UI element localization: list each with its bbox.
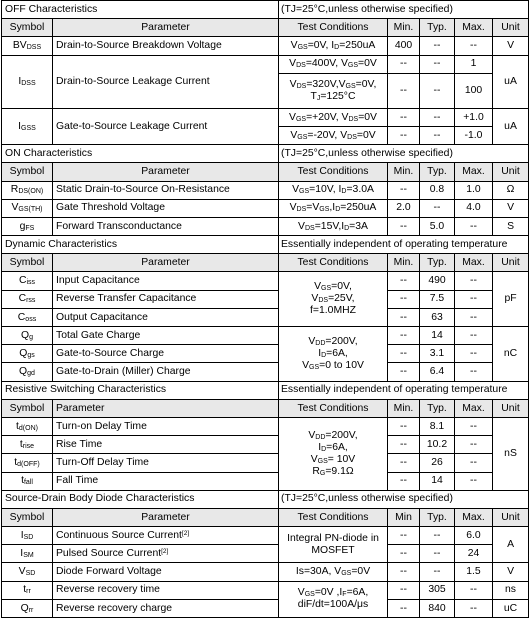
typ-value: 3.1 xyxy=(420,345,455,363)
unit: nS xyxy=(493,417,529,490)
max-value: 6.0 xyxy=(455,527,493,545)
parameter: Output Capacitance xyxy=(53,308,279,326)
unit: Ω xyxy=(493,181,529,199)
typ-value: -- xyxy=(420,73,455,108)
table-row xyxy=(2,454,529,472)
min-value: -- xyxy=(388,363,420,381)
symbol: $t_{d(ON)}$ xyxy=(2,417,53,435)
symbol: $I_{DSS}$ xyxy=(2,55,53,108)
symbol: $I_{SD}$ xyxy=(2,527,53,545)
symbol: $Q_{gd}$ xyxy=(2,363,53,381)
table-row xyxy=(2,363,529,381)
typ-value: 8.1 xyxy=(420,417,455,435)
min-value: -- xyxy=(388,327,420,345)
col-typ: Typ. xyxy=(420,163,455,181)
max-value: 24 xyxy=(455,545,493,563)
parameter: Drain-to-Source Breakdown Voltage xyxy=(53,37,279,55)
min-value: -- xyxy=(388,563,420,581)
unit: uC xyxy=(493,599,529,617)
col-parameter: Parameter xyxy=(53,254,279,272)
parameter: Reverse Transfer Capacitance xyxy=(53,290,279,308)
unit: V xyxy=(493,563,529,581)
max-value: -1.0 xyxy=(455,126,493,144)
col-test-conditions: Test Conditions xyxy=(279,399,388,417)
col-max: Max. xyxy=(455,254,493,272)
symbol: $I_{SM}$ xyxy=(2,545,53,563)
min-value: -- xyxy=(388,181,420,199)
col-typ: Typ. xyxy=(420,508,455,526)
table-row xyxy=(2,37,529,55)
parameter: Pulsed Source Current[2] xyxy=(53,545,279,563)
max-value: -- xyxy=(455,217,493,235)
parameter: Continuous Source Current[2] xyxy=(53,527,279,545)
symbol: $I_{GSS}$ xyxy=(2,108,53,144)
table-row xyxy=(2,308,529,326)
col-typ: Typ. xyxy=(420,399,455,417)
table-row xyxy=(2,199,529,217)
col-symbol: Symbol xyxy=(2,254,53,272)
parameter: Rise Time xyxy=(53,436,279,454)
col-min: Min. xyxy=(388,399,420,417)
col-test-conditions: Test Conditions xyxy=(279,163,388,181)
table-row xyxy=(2,55,529,73)
symbol: $g_{FS}$ xyxy=(2,217,53,235)
test-condition: $V_{DS}=400V$, $V_{GS}=0V$ xyxy=(279,55,388,73)
min-value: -- xyxy=(388,126,420,144)
test-condition: $V_{GS}=0V$, $V_{DS}=25V$, f=1.0MHZ xyxy=(279,272,388,327)
table-row xyxy=(2,272,529,290)
col-symbol: Symbol xyxy=(2,163,53,181)
table-row xyxy=(2,290,529,308)
unit: V xyxy=(493,199,529,217)
max-value: -- xyxy=(455,436,493,454)
section-title: ON Characteristics xyxy=(2,145,279,163)
max-value: -- xyxy=(455,37,493,55)
symbol: $Q_g$ xyxy=(2,327,53,345)
symbol: $R_{DS(ON)}$ xyxy=(2,181,53,199)
max-value: -- xyxy=(455,327,493,345)
test-condition: $V_{GS}=0V$ $,I_F=6A$, diF/dt=100A/μs xyxy=(279,581,388,617)
max-value: -- xyxy=(455,272,493,290)
max-value: -- xyxy=(455,417,493,435)
table-row xyxy=(2,345,529,363)
col-min: Min. xyxy=(388,254,420,272)
parameter: Gate-to-Source Charge xyxy=(53,345,279,363)
parameter: Gate-to-Drain (Miller) Charge xyxy=(53,363,279,381)
min-value: -- xyxy=(388,436,420,454)
max-value: -- xyxy=(455,308,493,326)
col-parameter: Parameter xyxy=(53,19,279,37)
col-unit: Unit xyxy=(493,508,529,526)
typ-value: 63 xyxy=(420,308,455,326)
table-row xyxy=(2,545,529,563)
typ-value: 14 xyxy=(420,472,455,490)
col-typ: Typ. xyxy=(420,19,455,37)
col-parameter: Parameter xyxy=(53,163,279,181)
parameter: Turn-Off Delay Time xyxy=(53,454,279,472)
col-unit: Unit xyxy=(493,19,529,37)
col-min: Min. xyxy=(388,163,420,181)
column-headers xyxy=(2,254,529,272)
typ-value: -- xyxy=(420,545,455,563)
symbol: $t_{fall}$ xyxy=(2,472,53,490)
column-headers xyxy=(2,19,529,37)
symbol: $Q_{rr}$ xyxy=(2,599,53,617)
typ-value: 305 xyxy=(420,581,455,599)
min-value: -- xyxy=(388,599,420,617)
table-row xyxy=(2,181,529,199)
table-row xyxy=(2,581,529,599)
col-symbol: Symbol xyxy=(2,508,53,526)
col-test-conditions: Test Conditions xyxy=(279,254,388,272)
section-on-header xyxy=(2,145,529,163)
table-row xyxy=(2,108,529,126)
parameter: Forward Transconductance xyxy=(53,217,279,235)
max-value: +1.0 xyxy=(455,108,493,126)
datasheet-electrical-characteristics xyxy=(1,0,528,618)
max-value: 100 xyxy=(455,73,493,108)
parameter: Fall Time xyxy=(53,472,279,490)
table-row xyxy=(2,563,529,581)
min-value: -- xyxy=(388,55,420,73)
section-note: Essentially independent of operating temperature xyxy=(279,236,529,254)
max-value: -- xyxy=(455,345,493,363)
section-title: Resistive Switching Characteristics xyxy=(2,381,279,399)
col-typ: Typ. xyxy=(420,254,455,272)
symbol: $C_{oss}$ xyxy=(2,308,53,326)
max-value: -- xyxy=(455,581,493,599)
min-value: -- xyxy=(388,545,420,563)
section-note: (TJ=25°C,unless otherwise specified) xyxy=(279,1,529,19)
unit: A xyxy=(493,527,529,563)
section-note: (TJ=25°C,unless otherwise specified) xyxy=(279,490,529,508)
symbol: $BV_{DSS}$ xyxy=(2,37,53,55)
min-value: -- xyxy=(388,308,420,326)
test-condition: $V_{DS}=320V,V_{GS}=0V$, $T_J=125^\circ C$ xyxy=(279,73,388,108)
test-condition: $V_{DD}=200V$, $I_D=6A$, $V_{GS}=0$ to 10V xyxy=(279,327,388,382)
typ-value: -- xyxy=(420,199,455,217)
table-row xyxy=(2,527,529,545)
column-headers xyxy=(2,163,529,181)
max-value: -- xyxy=(455,599,493,617)
test-condition: $V_{GS}=0V$, $I_D=250uA$ xyxy=(279,37,388,55)
parameter: Drain-to-Source Leakage Current xyxy=(53,55,279,108)
table-row xyxy=(2,599,529,617)
col-unit: Unit xyxy=(493,399,529,417)
test-condition: $V_{DS}=V_{GS},I_D=250uA$ xyxy=(279,199,388,217)
min-value: -- xyxy=(388,454,420,472)
typ-value: 26 xyxy=(420,454,455,472)
col-test-conditions: Test Conditions xyxy=(279,508,388,526)
typ-value: 7.5 xyxy=(420,290,455,308)
typ-value: -- xyxy=(420,37,455,55)
test-condition: $V_{GS}=-20V$, $V_{DS}=0V$ xyxy=(279,126,388,144)
characteristics-table xyxy=(1,0,529,618)
symbol: $Q_{gs}$ xyxy=(2,345,53,363)
parameter: Gate-to-Source Leakage Current xyxy=(53,108,279,144)
min-value: -- xyxy=(388,527,420,545)
col-max: Max. xyxy=(455,508,493,526)
max-value: -- xyxy=(455,363,493,381)
section-off-header xyxy=(2,1,529,19)
section-title: OFF Characteristics xyxy=(2,1,279,19)
typ-value: 840 xyxy=(420,599,455,617)
parameter: Diode Forward Voltage xyxy=(53,563,279,581)
test-condition: $V_{GS}=+20V$, $V_{DS}=0V$ xyxy=(279,108,388,126)
min-value: -- xyxy=(388,345,420,363)
typ-value: -- xyxy=(420,55,455,73)
unit: uA xyxy=(493,55,529,108)
min-value: 400 xyxy=(388,37,420,55)
max-value: 1 xyxy=(455,55,493,73)
symbol: $t_{rr}$ xyxy=(2,581,53,599)
col-symbol: Symbol xyxy=(2,399,53,417)
min-value: -- xyxy=(388,73,420,108)
section-note: (TJ=25°C,unless otherwise specified) xyxy=(279,145,529,163)
test-condition: Integral PN-diode in MOSFET xyxy=(279,527,388,563)
col-unit: Unit xyxy=(493,163,529,181)
col-unit: Unit xyxy=(493,254,529,272)
min-value: -- xyxy=(388,581,420,599)
parameter: Gate Threshold Voltage xyxy=(53,199,279,217)
typ-value: -- xyxy=(420,108,455,126)
symbol: $t_{rise}$ xyxy=(2,436,53,454)
test-condition: $V_{DD}=200V$, $I_D=6A$, $V_{GS}= 10V$ $R_G=9.1\Omega$ xyxy=(279,417,388,490)
parameter: Static Drain-to-Source On-Resistance xyxy=(53,181,279,199)
symbol: $C_{rss}$ xyxy=(2,290,53,308)
table-row xyxy=(2,217,529,235)
table-row xyxy=(2,417,529,435)
min-value: -- xyxy=(388,217,420,235)
unit: ns xyxy=(493,581,529,599)
typ-value: 5.0 xyxy=(420,217,455,235)
typ-value: 10.2 xyxy=(420,436,455,454)
col-max: Max. xyxy=(455,399,493,417)
col-min: Min. xyxy=(388,19,420,37)
parameter: Reverse recovery time xyxy=(53,581,279,599)
section-title: Dynamic Characteristics xyxy=(2,236,279,254)
max-value: -- xyxy=(455,454,493,472)
typ-value: 0.8 xyxy=(420,181,455,199)
section-switching-header xyxy=(2,381,529,399)
symbol: $C_{iss}$ xyxy=(2,272,53,290)
unit: pF xyxy=(493,272,529,327)
col-test-conditions: Test Conditions xyxy=(279,19,388,37)
unit: nC xyxy=(493,327,529,382)
min-value: 2.0 xyxy=(388,199,420,217)
max-value: -- xyxy=(455,472,493,490)
section-source-drain-header xyxy=(2,490,529,508)
unit: uA xyxy=(493,108,529,144)
typ-value: -- xyxy=(420,527,455,545)
test-condition: $V_{DS}=15V,I_D=3A$ xyxy=(279,217,388,235)
parameter: Input Capacitance xyxy=(53,272,279,290)
col-max: Max. xyxy=(455,19,493,37)
min-value: -- xyxy=(388,290,420,308)
unit: V xyxy=(493,37,529,55)
unit: S xyxy=(493,217,529,235)
symbol: $V_{SD}$ xyxy=(2,563,53,581)
max-value: 1.0 xyxy=(455,181,493,199)
min-value: -- xyxy=(388,472,420,490)
min-value: -- xyxy=(388,108,420,126)
parameter: Reverse recovery charge xyxy=(53,599,279,617)
col-parameter: Parameter xyxy=(53,508,279,526)
col-min: Min xyxy=(388,508,420,526)
min-value: -- xyxy=(388,272,420,290)
min-value: -- xyxy=(388,417,420,435)
column-headers xyxy=(2,508,529,526)
table-row xyxy=(2,327,529,345)
max-value: 4.0 xyxy=(455,199,493,217)
symbol: $V_{GS(TH)}$ xyxy=(2,199,53,217)
section-dynamic-header xyxy=(2,236,529,254)
test-condition: Is=30A, $V_{GS}=0V$ xyxy=(279,563,388,581)
typ-value: -- xyxy=(420,563,455,581)
typ-value: 6.4 xyxy=(420,363,455,381)
typ-value: 490 xyxy=(420,272,455,290)
section-title: Source-Drain Body Diode Characteristics xyxy=(2,490,279,508)
col-max: Max. xyxy=(455,163,493,181)
col-symbol: Symbol xyxy=(2,19,53,37)
symbol: $t_{d(OFF)}$ xyxy=(2,454,53,472)
section-note: Essentially independent of operating temperature xyxy=(279,381,529,399)
col-parameter: Parameter xyxy=(53,399,279,417)
table-row xyxy=(2,436,529,454)
max-value: -- xyxy=(455,290,493,308)
typ-value: 14 xyxy=(420,327,455,345)
column-headers xyxy=(2,399,529,417)
table-row xyxy=(2,472,529,490)
typ-value: -- xyxy=(420,126,455,144)
max-value: 1.5 xyxy=(455,563,493,581)
parameter: Turn-on Delay Time xyxy=(53,417,279,435)
test-condition: $V_{GS}=10V$, $I_D=3.0A$ xyxy=(279,181,388,199)
parameter: Total Gate Charge xyxy=(53,327,279,345)
